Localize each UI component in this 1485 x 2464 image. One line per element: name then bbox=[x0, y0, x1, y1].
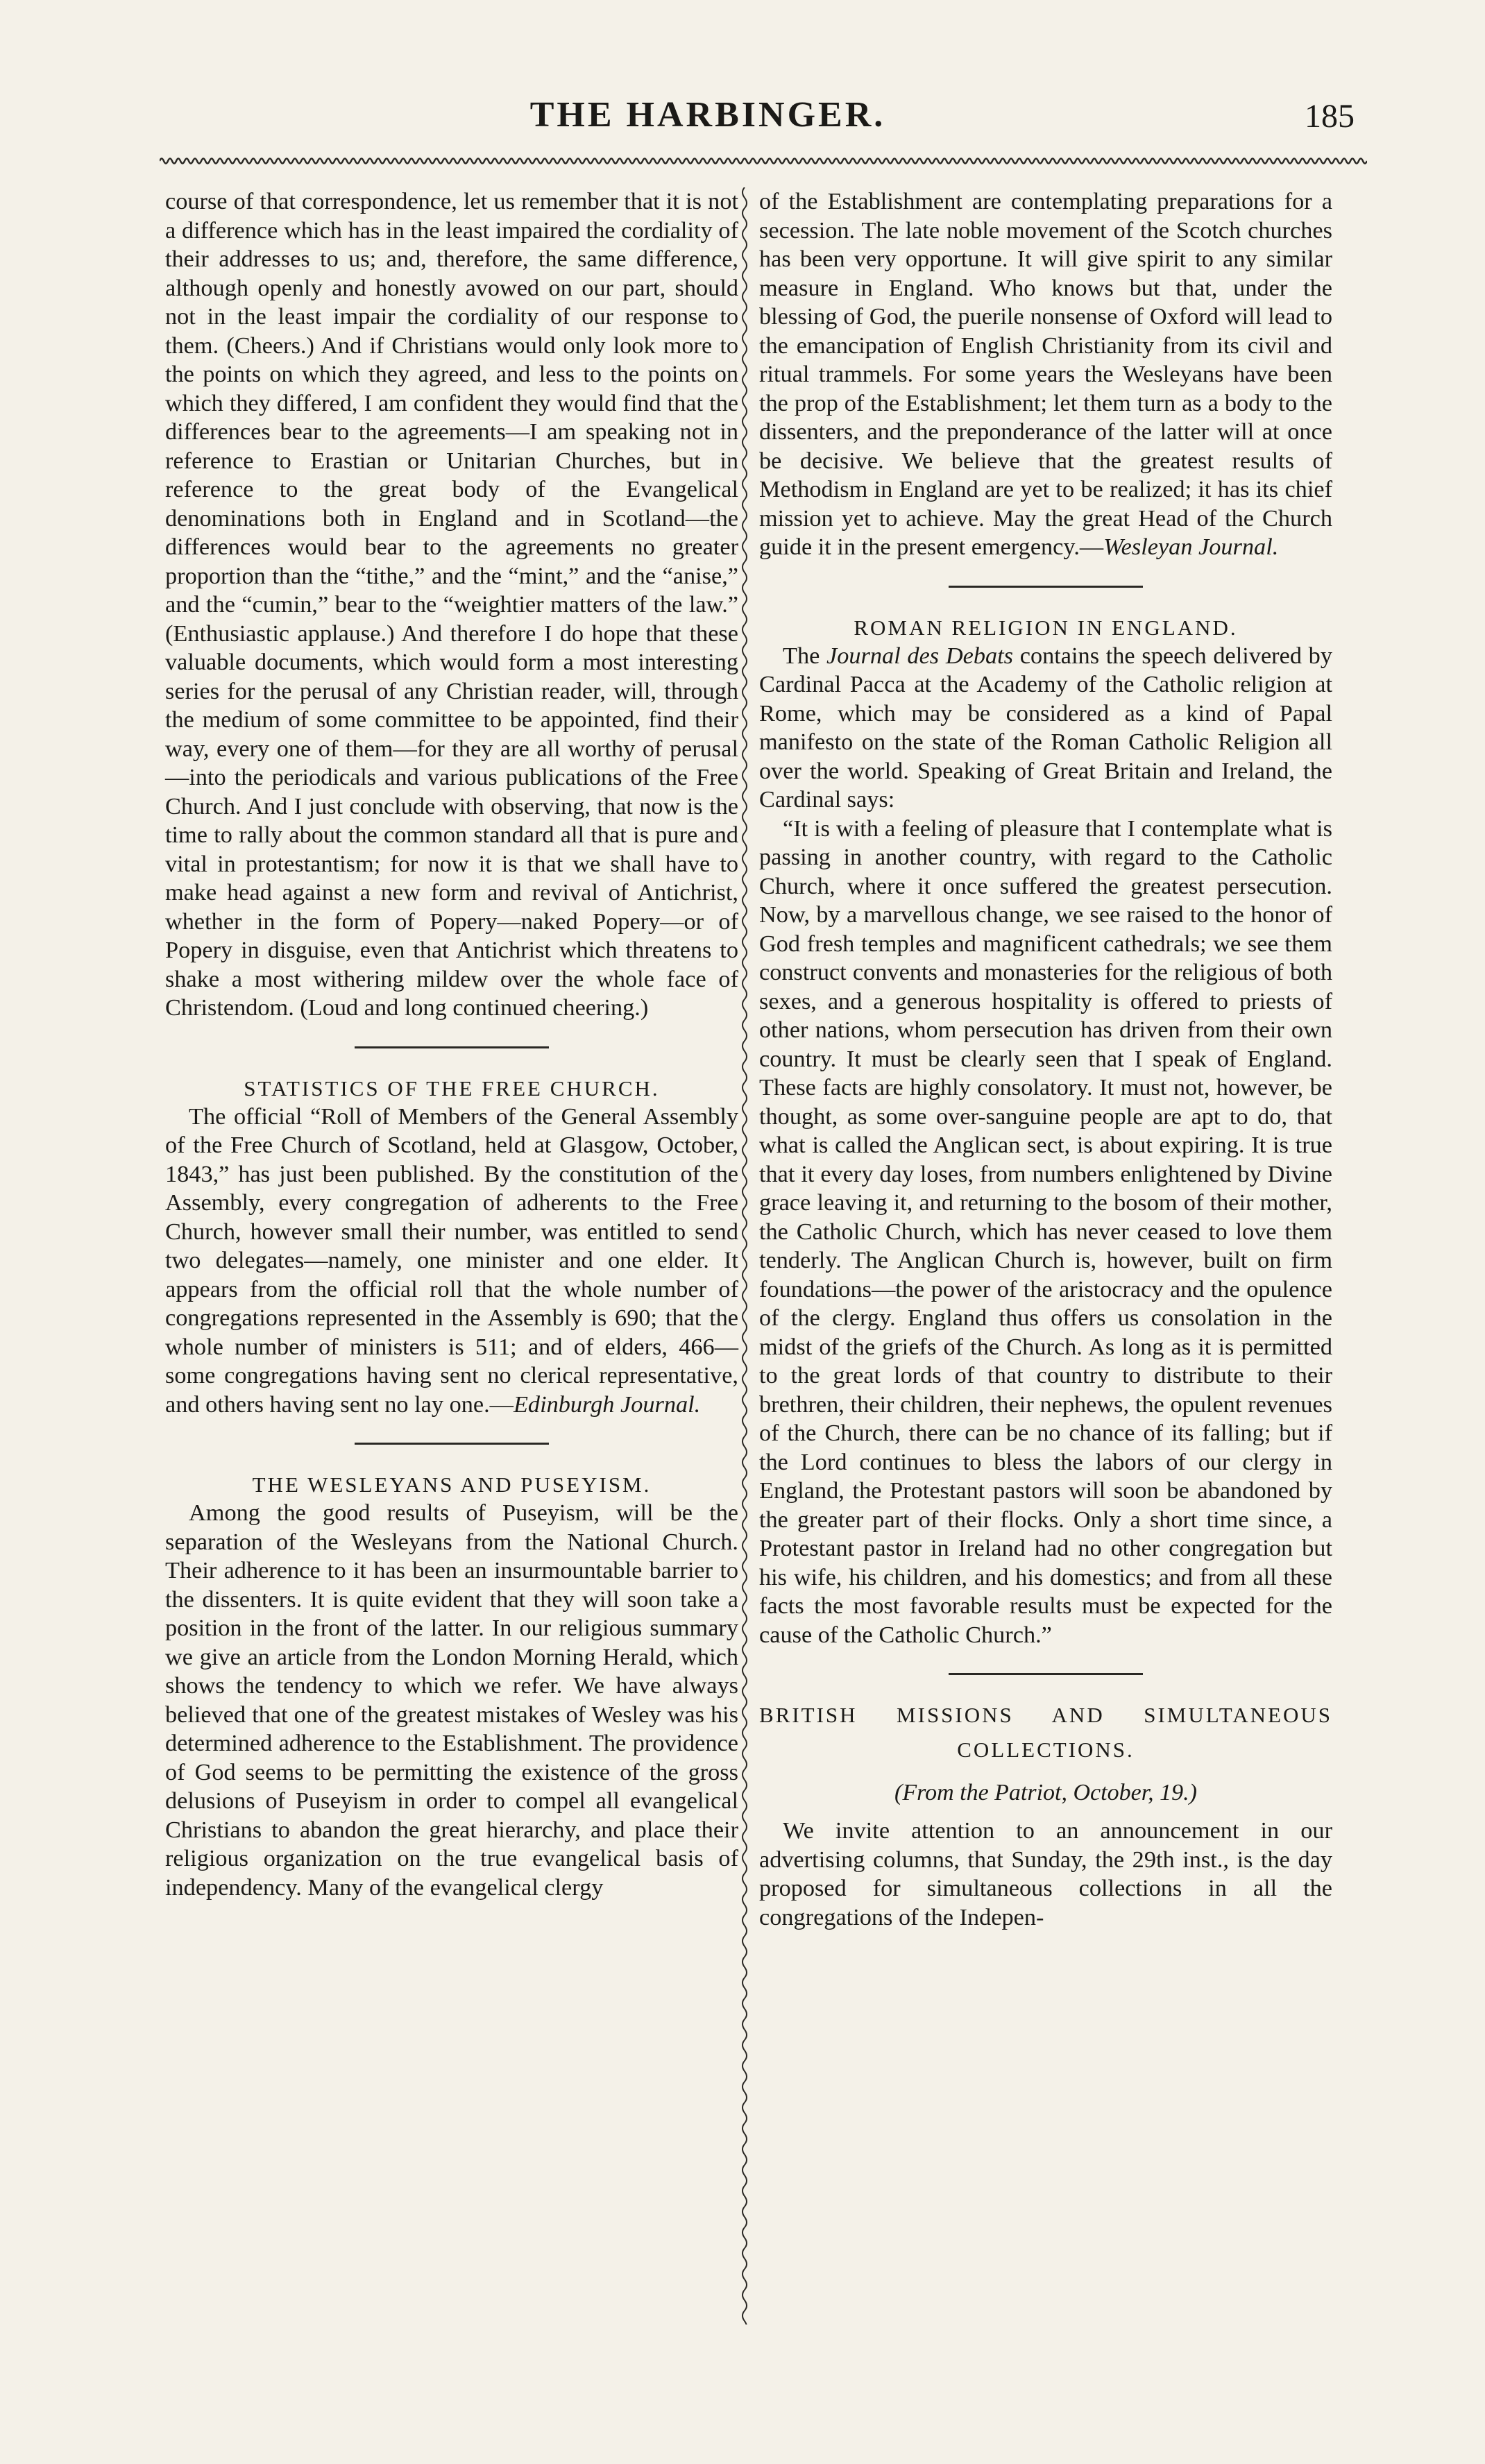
section-divider bbox=[949, 586, 1143, 588]
roman-heading: ROMAN RELIGION IN ENGLAND. bbox=[854, 615, 1238, 640]
wesleyans-source: Wesleyan Journal. bbox=[1103, 534, 1279, 560]
running-title: THE HARBINGER. bbox=[529, 95, 886, 135]
roman-intro-a: The bbox=[783, 642, 827, 669]
british-dateline: (From the Patriot, October, 19.) bbox=[894, 1780, 1197, 1805]
british-paragraph: We invite attention to an announcement in our advertising columns, that Sunday, the 29th inst., is the day proposed for simultaneous collections in all the congregations of the Indepen- bbox=[759, 1817, 1332, 1930]
continuation-paragraph: course of that correspondence, let us remember that it is not a difference which has in the least impaired the cordiality of their addresses to us; and, therefore, the same difference, although openly and honestly avowed on our part, should not in the least impair the cordiality of our response to them. (Cheers.) And if Christians would only look more to the points on which they agreed, and less to the points on which they differed, I am confident they would find that the differences bear to the agreements—I am speaking not in reference to Erastian or Unitarian Churches, but in reference to the great body of the Evangelical denominations both in England and in Scotland—the differences would bear to the agreements no greater proportion than the “tithe,” and the “mint,” and the “anise,” and the “cumin,” bear to the “weightier matters of the law.” (Enthusiastic applause.) And therefore I do hope that these valuable documents, which would form a most interesting series for the perusal of any Christian reader, will, through the medium of some committee to be appointed, find their way, every one of them—for they are all worthy of perusal—into the periodicals and various publications of the Free Church. And I just conclude with observing, that now is the time to rally about the common standard all that is pure and vital in protestantism; for now it is that we shall have to make head against a new form and revival of Antichrist, whether in the form of Popery—naked Popery—or of Popery in disguise, even that Antichrist which threatens to shake a most withering mildew over the whole face of Christendom. (Loud and long continued cheering.) bbox=[165, 188, 738, 1021]
wesleyans-paragraph: Among the good results of Puseyism, will be the separation of the Wesleyans from the National Church. Their adherence to it has been an insurmountable barrier to the dissenters. It is quite evident that they will soon take a position in the front of the latter. In our religious summary we give an article from the London Morning Herald, which shows the tendency to which we refer. We have always believed that one of the greatest mistakes of Wesley was his determined adherence to the Establishment. The providence of God seems to be permitting the existence of the gross delusions of Puseyism in order to compel all evangelical Christians to abandon the great hierarchy, and place their religious organization on the true evangelical basis of independency. Many of the evangelical clergy bbox=[165, 1499, 738, 1901]
stats-source: Edinburgh Journal. bbox=[513, 1391, 701, 1418]
section-divider bbox=[355, 1443, 549, 1445]
stats-heading: STATISTICS OF THE FREE CHURCH. bbox=[244, 1076, 660, 1101]
right-column bbox=[759, 187, 1332, 1932]
roman-intro-journal: Journal des Debats bbox=[826, 642, 1014, 669]
section-divider bbox=[355, 1046, 549, 1048]
wesleyans-heading: THE WESLEYANS AND PUSEYISM. bbox=[252, 1472, 652, 1497]
roman-quote: “It is with a feeling of pleasure that I contemplate what is passing in another country, with regard to the Catholic Church, where it once suffered the greatest persecution. Now, by a marvellous change, we see raised to the honor of God fresh temples and magnificent cathedrals; we see them construct convents and monasteries for the religious of both sexes, and a generous hospitality is offered to priests of other nations, whom persecution has driven from their own country. It must be clearly seen that I speak of England. These facts are highly consolatory. It must not, however, be thought, as some over-sanguine people are apt to do, that what is called the Anglican sect, is about expiring. It is true that it every day loses, from numbers enlightened by Divine grace leaving it, and returning to the bosom of their mother, the Catholic Church, which has never ceased to love them tenderly. The Anglican Church is, however, built on firm foundations—the power of the aristocracy and the opulence of the clergy. England thus offers us consolation in the midst of the griefs of the Church. As long as it is permitted to the great lords of that country to distribute to their brethren, their children, their nephews, the opulent revenues of the Church, there can be no chance of its falling; but if the Lord continues to bless the labors of our clergy in England, the Protestant pastors will soon be abandoned by the greater part of their flocks. Only a short time since, a Protestant pastor in Ireland had no other congregation but his wife, his children, and his domestics; and from all these facts the most favorable results must be expected for the cause of the Catholic Church.” bbox=[759, 815, 1332, 1648]
roman-intro bbox=[759, 642, 1332, 815]
header-wavy-rule bbox=[160, 154, 1367, 168]
wesleyans-cont-text: of the Establishment are contemplating preparations for a secession. The late noble movement of the Scotch churches has been very opportune. It will give spirit to any similar measure in England. Who knows but that, under the blessing of God, the puerile nonsense of Oxford will lead to the emancipation of English Christianity from its civil and ritual trammels. For some years the Wesleyans have been the prop of the Establishment; let them turn as a body to the dissenters, and the preponderance of the latter will at once be decisive. We believe that the greatest results of Methodism in England are yet to be realized; it has its chief mission yet to achieve. May the great Head of the Church guide it in the present emergency.— bbox=[759, 188, 1332, 560]
left-column bbox=[165, 187, 738, 1902]
section-divider bbox=[949, 1673, 1143, 1675]
british-heading-line1: BRITISH MISSIONS AND SIMULTANEOUS bbox=[759, 1703, 1332, 1727]
running-head bbox=[0, 82, 1485, 137]
page-number: 185 bbox=[1305, 98, 1355, 135]
stats-paragraph bbox=[165, 1103, 738, 1420]
roman-intro-b: contains the speech delivered by Cardinal Pacca at the Academy of the Catholic religion at Rome, which may be considered as a kind of Papal manifesto on the state of the Roman Catholic Religion all over the world. Speaking of Great Britain and Ireland, the Cardinal says: bbox=[759, 642, 1332, 813]
column-divider bbox=[738, 187, 751, 2325]
stats-text: The official “Roll of Members of the General Assembly of the Free Church of Scotland, held at Glasgow, October, 1843,” has just been published. By the constitution of the Assembly, every congregation of adherents to the Free Church, however small their number, was entitled to send two delegates—namely, one minister and one elder. It appears from the official roll that the whole number of congregations represented in the Assembly is 690; that the whole number of ministers is 511; and of elders, 466—some congregations having sent no clerical representative, and others having sent no lay one.— bbox=[165, 1103, 738, 1418]
wesleyans-continuation bbox=[759, 187, 1332, 562]
british-heading-line2: COLLECTIONS. bbox=[957, 1737, 1135, 1762]
